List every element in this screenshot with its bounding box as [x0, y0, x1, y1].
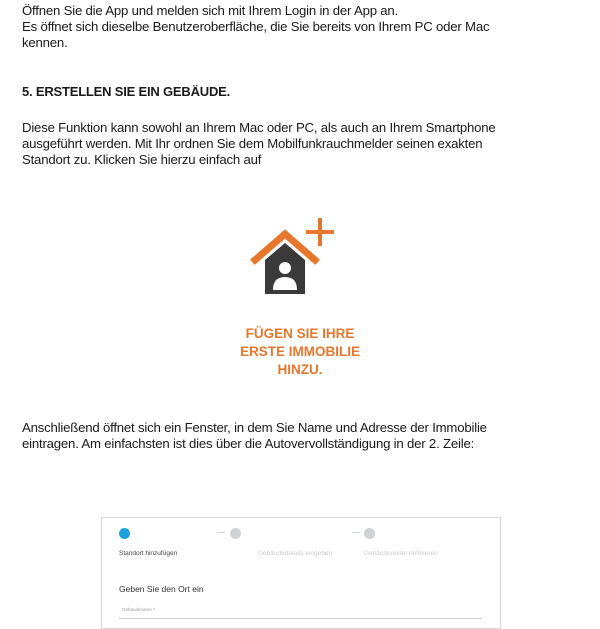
outro-text: [22, 420, 582, 452]
step-2-dot: [230, 528, 241, 539]
step-3-indicator: [364, 526, 375, 544]
building-name-input[interactable]: [119, 606, 482, 619]
step-2-label: Gebäudedetails eingeben: [258, 550, 333, 557]
outro-line-1: Anschließend öffnet sich ein Fenster, in dem Sie Name und Adresse der Immobilie: [22, 420, 487, 435]
intro-line-1: Öffnen Sie die App und melden sich mit Ihrem Login in der App an.: [22, 3, 399, 18]
paragraph-line-3: Standort zu. Klicken Sie hierzu einfach auf: [22, 152, 262, 167]
building-name-label: Gebäudename *: [122, 607, 155, 612]
step-1-dot: [119, 528, 130, 539]
section-paragraph: [22, 120, 582, 168]
paragraph-line-2: ausgeführt werden. Mit Ihr ordnen Sie dem Mobilfunkrauchmelder seinen exakten: [22, 136, 483, 151]
cta-line-3: HINZU.: [277, 362, 323, 377]
add-house-icon[interactable]: [249, 216, 345, 300]
intro-text: [22, 3, 582, 51]
intro-line-2: Es öffnet sich dieselbe Benutzeroberfläche, die Sie bereits von Ihrem PC oder Mac: [22, 19, 490, 34]
cta-line-1: FÜGEN SIE IHRE: [245, 326, 355, 341]
step-separator: [217, 532, 225, 533]
section-heading: 5. ERSTELLEN SIE EIN GEBÄUDE.: [22, 84, 231, 99]
step-3-dot: [364, 528, 375, 539]
step-separator: [352, 532, 360, 533]
add-property-link[interactable]: [200, 325, 400, 379]
step-1-indicator: [119, 526, 130, 544]
paragraph-line-1: Diese Funktion kann sowohl an Ihrem Mac oder PC, als auch an Ihrem Smartphone: [22, 120, 496, 135]
outro-line-2: eintragen. Am einfachsten ist dies über die Autovervollständigung in der 2. Zeile:: [22, 436, 475, 451]
wizard-title: Geben Sie den Ort ein: [119, 584, 204, 594]
intro-line-3: kennen.: [22, 35, 68, 50]
step-1-label: Standort hinzufügen: [119, 550, 178, 557]
step-2-indicator: [230, 526, 241, 544]
wizard-screenshot: [101, 517, 501, 629]
step-3-label: Gebäuderelder definieren: [364, 550, 438, 557]
cta-line-2: ERSTE IMMOBILIE: [239, 344, 360, 359]
